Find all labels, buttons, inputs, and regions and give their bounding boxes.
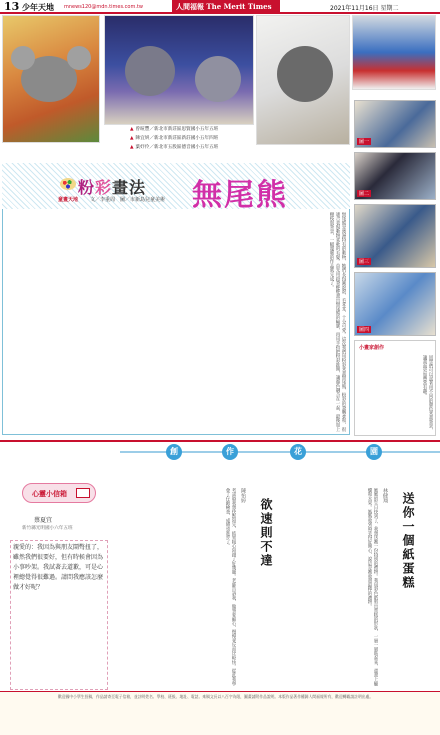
letter-text: 親愛的：我因為與朋友鬧彆扭了，雖然我們很要好，但有時候會因為小事吵架。我試著去道歉，可是心裡總覺得很難過。請問我應該怎麼做才好呢？ xyxy=(13,544,104,591)
koala-artwork-2 xyxy=(104,15,254,125)
koala-figure xyxy=(195,56,241,102)
column-name: 粉彩畫法 xyxy=(78,178,147,197)
koala-figure xyxy=(125,46,175,96)
photo-label: 圖四 xyxy=(359,327,370,333)
palette-icon xyxy=(60,178,76,190)
reader-body: 同學們可以試著用不同的顏色來畫背景，讓畫面更加豐富有趣。 xyxy=(422,355,433,433)
byline: 文／李重周 圖／市新島兒童美術 xyxy=(90,197,166,203)
artwork-credits xyxy=(130,125,330,152)
banner-char: 創 xyxy=(166,444,182,460)
page-number: 13 xyxy=(4,0,20,13)
story-author: 林健翔 xyxy=(382,488,388,503)
photo-label: 圖三 xyxy=(359,259,370,265)
title-stripe xyxy=(2,163,350,209)
banner-char: 園 xyxy=(366,444,382,460)
issue-date: 2021年11月16日 星期二 xyxy=(330,5,399,12)
envelope-icon xyxy=(76,488,90,498)
banner-char: 作 xyxy=(222,444,238,460)
letter-school: 新竹縣光明國小六年五班 xyxy=(22,526,73,531)
reader-box xyxy=(354,340,436,436)
mailbox-title: 心靈小信箱 xyxy=(32,490,67,498)
credit-line: ▲ 曾暄豐／新北市新莊區思賢國小五年五班 xyxy=(130,127,219,132)
banner-char: 花 xyxy=(290,444,306,460)
article-title: 無尾熊 xyxy=(192,178,288,213)
koala-artwork-1 xyxy=(2,15,100,143)
story-title: 欲速則不達 xyxy=(259,498,273,568)
photo-label: 圖一 xyxy=(359,139,370,145)
letter-body xyxy=(10,540,108,690)
section-divider xyxy=(0,440,440,442)
letter-author: 蔡夏宜 xyxy=(34,517,53,524)
article-body: 無尾熊是澳洲特有的動物，牠們長得圓滾滾、毛茸茸，十分可愛。這次我們用粉彩來畫無尾熊，粉彩的筆觸柔和，很適合表現動物柔軟的毛髮。首先用鉛筆輕輕畫出無尾熊的輪廓，再用手指把粉彩推開，讓顏色融合在一起，最後加上樹枝與背景，一幅溫暖的作品就完成了。 xyxy=(329,212,346,432)
step-photo-4 xyxy=(354,272,436,336)
step-photo-3 xyxy=(354,204,436,268)
reader-heading: 小畫家創作 xyxy=(359,345,385,351)
credit-line: ▲ 陳宜妍／新北市新莊區新莊國小五年四班 xyxy=(130,136,219,141)
section-name: 少年天地 xyxy=(22,3,54,12)
student-photo-top xyxy=(352,15,436,90)
credit-line: ▲ 葉妤伶／新北市五股區德音國小五年五班 xyxy=(130,145,219,150)
koala-figure xyxy=(277,46,333,102)
newspaper-logo: 人間福報 The Merit Times xyxy=(172,0,280,13)
koala-ear xyxy=(67,46,91,70)
step-photo-2 xyxy=(354,152,436,200)
photo-label: 圖二 xyxy=(359,191,370,197)
story-title: 送你一個紙蛋糕 xyxy=(401,492,415,590)
story-body: 考試時我想快點寫完，結果粗心寫錯了好幾題。老師告訴我，做事要細心，慢慢來反而比較快。從此我學會了仔細檢查，成績也進步了。 xyxy=(225,488,236,686)
section-email[interactable]: mnews120@mdn.times.com.tw xyxy=(64,4,143,10)
step-photo-1 xyxy=(354,100,436,148)
footer-notice: 歡迎國中小學生投稿，作品請寄至電子信箱，並註明姓名、學校、班級、地址、電話。來稿文長以八百字為限，圖畫請附作品說明。本版作品著作權歸人間福報所有，歡迎轉載請註明出處。 xyxy=(58,694,374,699)
kids-badge: 童畫天地 xyxy=(58,197,79,203)
koala-ear xyxy=(11,46,35,70)
story-author: 陳怡婷 xyxy=(240,488,246,503)
story-body: 媽媽的生日快到了，我想送她一份特別的禮物。我用彩色紙剪出蛋糕的形狀，一層一層貼起來，還畫上蠟燭和水果。媽媽收到時笑得好開心，說這是她收過最棒的禮物。 xyxy=(367,488,378,686)
